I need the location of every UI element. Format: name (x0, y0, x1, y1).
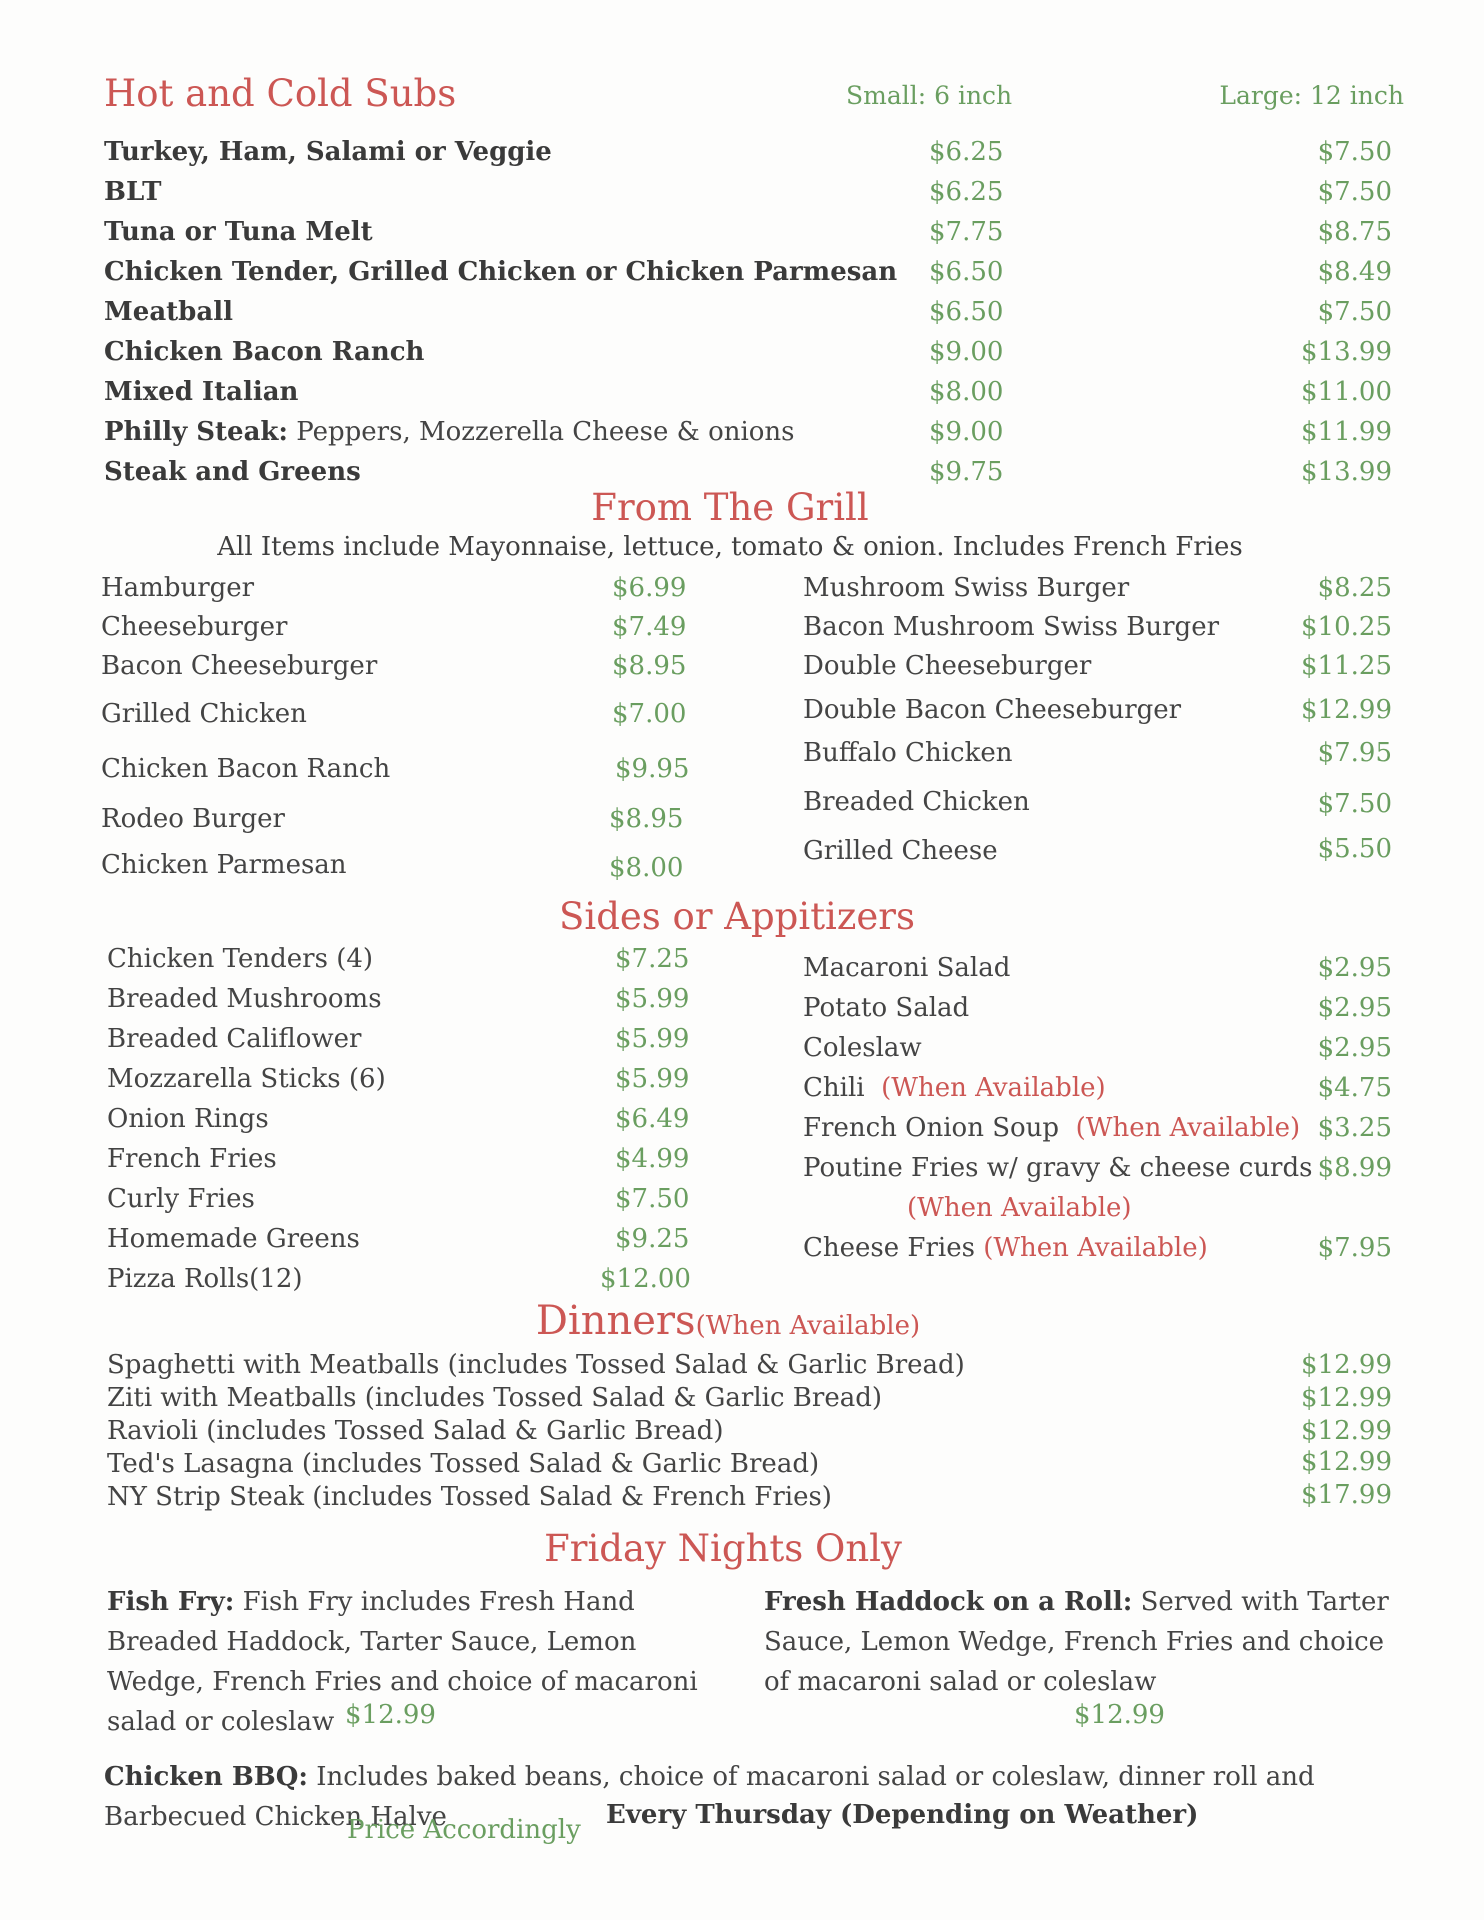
price: $12.99 (1301, 1383, 1392, 1413)
list-item: Mozzarella Sticks (6) (107, 1064, 386, 1094)
list-item: Grilled Cheese (803, 836, 998, 866)
dinners-heading (0, 1298, 1456, 1344)
list-item: Bacon Cheeseburger (101, 651, 378, 681)
list-item: Mushroom Swiss Burger (803, 573, 1130, 603)
list-item: French Fries (107, 1144, 277, 1174)
list-item: Cheeseburger (101, 612, 288, 642)
haddock-price: $12.99 (1074, 1700, 1165, 1730)
haddock-description: Fresh Haddock on a Roll: Served with Tarter Sauce, Lemon Wedge, French Fries and choice of macaroni salad or coleslaw (764, 1587, 1389, 1697)
list-item: Breaded Mushrooms (107, 984, 382, 1014)
subs-large-label: Large: 12 inch (1219, 81, 1404, 110)
sides-title: Sides or Appitizers (559, 895, 915, 938)
price: $4.99 (615, 1144, 690, 1174)
price: $6.99 (612, 573, 687, 603)
list-item: Rodeo Burger (101, 804, 285, 834)
list-item: Breaded Chicken (803, 787, 1030, 817)
list-item: Onion Rings (107, 1104, 269, 1134)
grill-subtitle: All Items include Mayonnaise, lettuce, tomato & onion. Includes French Fries (217, 532, 1243, 562)
price: $5.99 (615, 1064, 690, 1094)
price-large: $11.00 (1301, 377, 1392, 407)
price-small: $7.75 (929, 217, 1004, 247)
list-item: French Onion Soup (When Available) (803, 1113, 1301, 1143)
list-item: Steak and Greens (104, 457, 361, 487)
price: $5.99 (615, 984, 690, 1014)
list-item: Chicken Bacon Ranch (101, 754, 391, 784)
price: $7.95 (1317, 1233, 1392, 1263)
list-item: Ravioli (includes Tossed Salad & Garlic Bread) (107, 1416, 724, 1446)
list-item: Hamburger (101, 573, 255, 603)
price: $5.50 (1317, 834, 1392, 864)
list-item: Chicken Bacon Ranch (104, 337, 425, 367)
subs-title: Hot and Cold Subs (104, 72, 457, 115)
price-large: $8.49 (1317, 257, 1392, 287)
list-item: Breaded Califlower (107, 1024, 362, 1054)
list-item: Spaghetti with Meatballs (includes Tossed Salad & Garlic Bread) (107, 1350, 965, 1380)
price: $9.25 (615, 1224, 690, 1254)
price: $7.50 (615, 1184, 690, 1214)
price: $3.25 (1317, 1113, 1392, 1143)
list-item: Meatball (104, 297, 233, 327)
price-large: $7.50 (1317, 177, 1392, 207)
list-item: Chili (When Available) (803, 1073, 1106, 1103)
list-item: Bacon Mushroom Swiss Burger (803, 612, 1220, 642)
price: $2.95 (1317, 1033, 1392, 1063)
availability-note: (When Available) (881, 1073, 1106, 1103)
price-small: $6.25 (929, 137, 1004, 167)
price: $8.95 (612, 651, 687, 681)
price: $2.95 (1317, 953, 1392, 983)
price-small: $6.50 (929, 297, 1004, 327)
subs-small-label: Small: 6 inch (846, 81, 1013, 110)
chicken-bbq-price: Price Accordingly (347, 1815, 581, 1845)
price: $4.75 (1317, 1073, 1392, 1103)
chicken-bbq-schedule: Every Thursday (Depending on Weather) (606, 1800, 1199, 1830)
price: $5.99 (615, 1024, 690, 1054)
price-large: $13.99 (1301, 457, 1392, 487)
list-item: Chicken Tenders (4) (107, 944, 374, 974)
list-item: Tuna or Tuna Melt (104, 217, 373, 247)
price-large: $11.99 (1301, 417, 1392, 447)
price: $7.95 (1317, 738, 1392, 768)
price-small: $9.75 (929, 457, 1004, 487)
price-small: $9.00 (929, 417, 1004, 447)
price-small: $8.00 (929, 377, 1004, 407)
grill-title: From The Grill (591, 486, 869, 529)
list-item: Double Bacon Cheeseburger (803, 695, 1182, 725)
fish-fry-price: $12.99 (345, 1700, 436, 1730)
price: $12.00 (600, 1264, 691, 1294)
list-item: BLT (104, 177, 162, 207)
list-item: Ziti with Meatballs (includes Tossed Salad & Garlic Bread) (107, 1383, 883, 1413)
price: $6.49 (615, 1104, 690, 1134)
price: $12.99 (1301, 1447, 1392, 1477)
list-item: Potato Salad (803, 993, 970, 1023)
list-item: Buffalo Chicken (803, 738, 1013, 768)
price: $8.99 (1317, 1153, 1392, 1183)
chicken-bbq-description: Chicken BBQ: Includes baked beans, choice of macaroni salad or coleslaw, dinner roll and Barbecued Chicken Halve (104, 1762, 1315, 1832)
price: $8.00 (609, 853, 684, 883)
availability-note: (When Available) (983, 1233, 1208, 1263)
fish-fry-description: Fish Fry: Fish Fry includes Fresh Hand Breaded Haddock, Tarter Sauce, Lemon Wedge, French Fries and choice of macaroni salad or coleslaw (107, 1587, 698, 1737)
list-item: Double Cheeseburger (803, 651, 1092, 681)
list-item: Mixed Italian (104, 377, 299, 407)
price: $10.25 (1301, 612, 1392, 642)
list-item: Cheese Fries (When Available) (803, 1233, 1208, 1263)
list-item: Chicken Tender, Grilled Chicken or Chicken Parmesan (104, 257, 898, 287)
price-small: $6.25 (929, 177, 1004, 207)
availability-note: (When Available) (907, 1193, 1132, 1223)
list-item: Curly Fries (107, 1184, 255, 1214)
price-small: $6.50 (929, 257, 1004, 287)
price: $7.50 (1317, 789, 1392, 819)
price: $11.25 (1301, 651, 1392, 681)
price: $17.99 (1301, 1480, 1392, 1510)
price: $9.95 (615, 754, 690, 784)
price: $7.25 (615, 944, 690, 974)
list-item: Chicken Parmesan (101, 850, 347, 880)
price: $12.99 (1301, 1416, 1392, 1446)
price: $2.95 (1317, 993, 1392, 1023)
price: $8.25 (1317, 573, 1392, 603)
list-item: Coleslaw (803, 1033, 922, 1063)
list-item: Pizza Rolls(12) (107, 1264, 303, 1294)
availability-note: (When Available) (1075, 1113, 1301, 1143)
dinners-title: Dinners (535, 1298, 696, 1344)
price-large: $8.75 (1317, 217, 1392, 247)
list-item: Philly Steak: Peppers, Mozzerella Cheese & onions (104, 417, 795, 447)
price-large: $7.50 (1317, 297, 1392, 327)
price: $12.99 (1301, 1350, 1392, 1380)
price: $7.00 (612, 699, 687, 729)
list-item: Macaroni Salad (803, 953, 1011, 983)
list-item: Ted's Lasagna (includes Tossed Salad & Garlic Bread) (107, 1449, 820, 1479)
price-large: $13.99 (1301, 337, 1392, 367)
price-large: $7.50 (1317, 137, 1392, 167)
list-item: Grilled Chicken (101, 699, 307, 729)
price: $8.95 (609, 804, 684, 834)
price: $12.99 (1301, 695, 1392, 725)
list-item: Turkey, Ham, Salami or Veggie (104, 137, 552, 167)
price: $7.49 (612, 612, 687, 642)
price-small: $9.00 (929, 337, 1004, 367)
dinners-note: (When Available) (695, 1311, 921, 1341)
list-item: NY Strip Steak (includes Tossed Salad & French Fries) (107, 1482, 832, 1512)
list-item: Homemade Greens (107, 1224, 360, 1254)
list-item: Poutine Fries w/ gravy & cheese curds (803, 1153, 1313, 1183)
friday-title: Friday Nights Only (544, 1527, 902, 1570)
